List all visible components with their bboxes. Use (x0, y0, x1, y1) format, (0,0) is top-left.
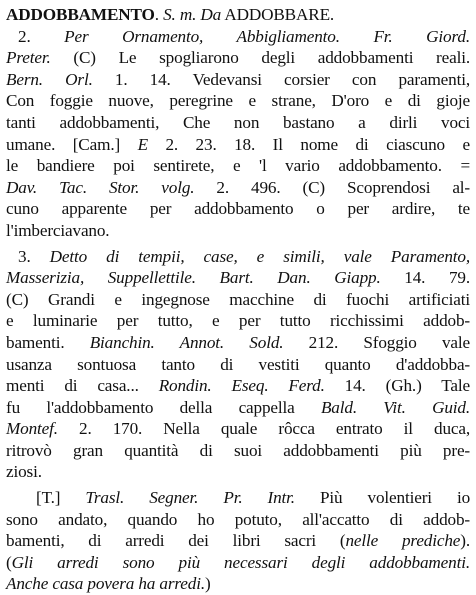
entry-line: usanza sontuosa tanto di vestiti quanto d'addobba- (6, 354, 470, 374)
entry-line: Bern. Orl. 1. 14. Vedevansi corsier con paramenti, (6, 69, 470, 89)
etymology-word: ADDOBBARE. (224, 5, 335, 24)
entry-line: le bandiere poi sentirete, e 'l vario addobbamento. = (6, 156, 470, 176)
italic-span: Rondin. Eseq. Ferd. (158, 376, 325, 396)
entry-line: 2. Per Ornamento, Abbigliamento. Fr. Giord. (18, 26, 470, 46)
entry-heading: ADDOBBAMENTO. S. m. Da ADDOBBARE. (6, 5, 335, 24)
entry-line: menti di casa... Rondin. Eseq. Ferd. 14. (Gh.) Tale (6, 376, 470, 396)
entry-line: ziosi. (6, 462, 42, 482)
entry-line: Dav. Tac. Stor. volg. 2. 496. (C) Scoprendosi al- (6, 177, 471, 197)
entry-line: umane. [Cam.] E 2. 23. 18. Il nome di ciascuno e (6, 134, 470, 154)
italic-span: E (137, 134, 148, 154)
entry-line: Masserizia, Suppellettile. Bart. Dan. Giapp. 14. 79. (6, 268, 471, 288)
italic-span: Dav. Tac. Stor. volg. (6, 177, 195, 197)
etymology-prefix: Da (200, 5, 222, 24)
headword: ADDOBBAMENTO (6, 5, 155, 24)
italic-span: Per Ornamento, Abbigliamento. (64, 26, 340, 46)
entry-line: cuno apparente per addobbamento o per ardire, te (6, 199, 470, 219)
italic-span: Bart. Dan. Giapp. (219, 268, 381, 288)
italic-span: Bern. Orl. (6, 69, 93, 89)
entry-line: bamenti, di arredi dei libri sacri (nelle prediche). (6, 531, 471, 551)
entry-line: Montef. 2. 170. Nella quale rôcca entrato il duca, (6, 419, 470, 439)
grammar: S. m. (163, 5, 197, 24)
entry-line: fu l'addobbamento della cappella Bald. Vit. Guid. (6, 397, 470, 417)
entry-line: (C) Grandi e ingegnose macchine di fuochi artificiati (6, 289, 470, 309)
entry-line: Preter. (C) Le spogliarono degli addobbamenti reali. (6, 48, 470, 68)
entry-line: (Gli arredi sono più necessari degli addobbamenti. (6, 552, 470, 572)
italic-span: Detto di tempii, case, e simili, vale Paramento, (49, 246, 470, 266)
entry-line: e luminarie per tutto, e per tutto ricchissimi addob- (6, 311, 470, 331)
italic-span: Montef. (6, 419, 58, 439)
entry-body (6, 26, 470, 595)
italic-span: Preter. (6, 48, 51, 68)
entry-line: sono andato, quando ho potuto, all'accatto di addob- (6, 509, 470, 529)
entry-line: Con foggie nuove, peregrine e strane, D'oro e di gioje (6, 91, 470, 111)
italic-span: Anche casa povera ha arredi. (6, 574, 205, 594)
italic-span: Trasl. Segner. Pr. Intr. (85, 488, 295, 508)
entry-line: ritrovò gran quantità di suoi addobbamenti più pre- (6, 440, 470, 460)
entry-line: Anche casa povera ha arredi.) (6, 574, 211, 594)
entry-line: 3. Detto di tempii, case, e simili, vale Paramento, (18, 246, 470, 266)
italic-span: Bald. Vit. Guid. (320, 397, 470, 417)
italic-span: nelle prediche (345, 531, 461, 551)
italic-span: Masserizia, Suppellettile. (6, 268, 196, 288)
entry-line: tanti addobbamenti, Che non bastano a dirli voci (6, 112, 470, 132)
entry-line: l'imberciavano. (6, 220, 110, 240)
entry-line: [T.] Trasl. Segner. Pr. Intr. Più volentieri io (36, 488, 471, 508)
italic-span: Gli arredi sono più necessari degli addobbamenti. (11, 552, 470, 572)
entry-line: bamenti. Bianchin. Annot. Sold. 212. Sfoggio vale (6, 332, 471, 352)
italic-span: Fr. Giord. (373, 26, 470, 46)
italic-span: Bianchin. Annot. Sold. (89, 332, 284, 352)
